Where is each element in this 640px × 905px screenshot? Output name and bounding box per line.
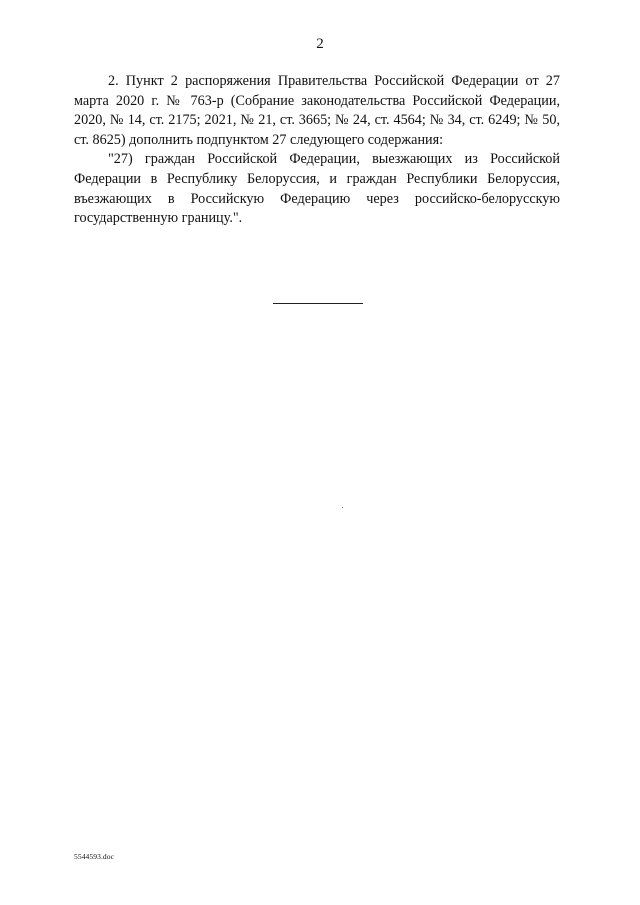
paragraph-subpoint-27: "27) граждан Российской Федерации, выезжающих из Российской Федерации в Республику Белоруссия, и граждан Республики Белоруссия, въезжающих в Российскую Федерацию через российско-белорусскую государственную границу.". [74, 151, 560, 227]
document-body [74, 72, 560, 229]
file-code: 5544593.doc [74, 852, 115, 861]
paragraph-amendment: 2. Пункт 2 распоряжения Правительства Российской Федерации от 27 марта 2020 г. № 763-р (Собрание законодательства Российской Федерации, 2020, № 14, ст. 2175; 2021, № 21, ст. 3665; № 24, ст. 4564; № 34, ст. 6249; № 50, ст. 8625) дополнить подпунктом 27 следующего содержания: [74, 73, 560, 148]
scan-speck [342, 507, 343, 508]
end-divider-line [273, 303, 363, 304]
page-number: 2 [316, 36, 324, 52]
